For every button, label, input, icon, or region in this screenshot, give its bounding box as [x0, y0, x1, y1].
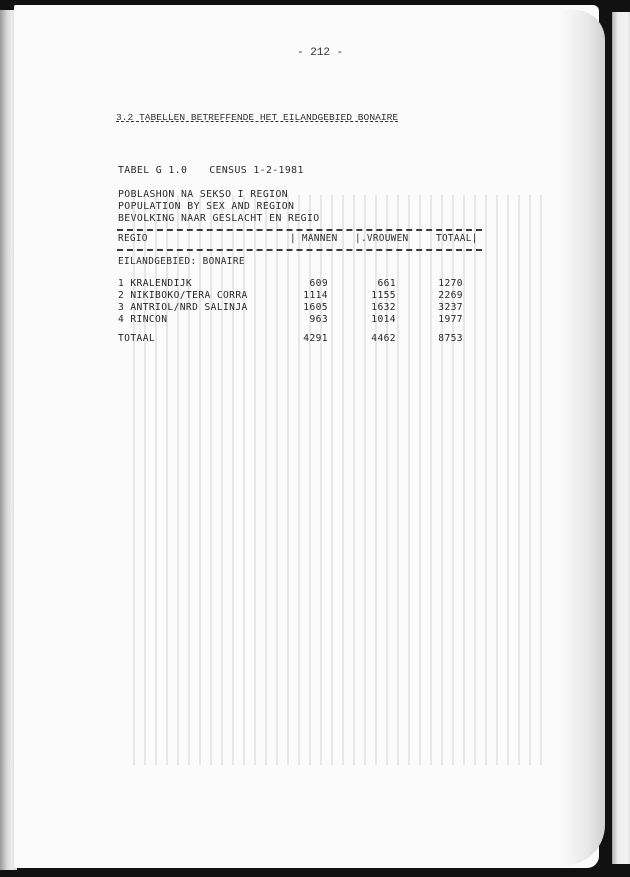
- table-row: [118, 302, 483, 314]
- document-page: [14, 5, 599, 868]
- cell-vrouwen: 1632: [371, 302, 396, 313]
- census-date: CENSUS 1-2-1981: [209, 165, 304, 176]
- row-label: 2 NIKIBOKO/TERA CORRA: [118, 290, 248, 301]
- table-top-rule: [117, 229, 482, 231]
- row-label: 3 ANTRIOL/NRD SALINJA: [118, 302, 248, 313]
- page-number: - 212 -: [297, 47, 344, 59]
- table-header-rule: [117, 249, 482, 251]
- total-vrouwen: 4462: [371, 333, 396, 344]
- row-label: 1 KRALENDIJK: [118, 278, 193, 289]
- table-total-row: [118, 333, 483, 345]
- cell-totaal: 3237: [438, 302, 463, 313]
- column-header-totaal: TOTAAL|: [436, 233, 478, 244]
- cell-mannen: 609: [309, 278, 328, 289]
- cell-totaal: 1977: [438, 314, 463, 325]
- cell-vrouwen: 1014: [371, 314, 396, 325]
- table-title: [118, 165, 304, 176]
- total-totaal: 8753: [438, 333, 463, 344]
- subtitle-dutch: BEVOLKING NAAR GESLACHT EN REGIO: [118, 213, 320, 224]
- page-curl-shadow: [560, 10, 605, 865]
- cell-totaal: 2269: [438, 290, 463, 301]
- table-subtitles: [118, 189, 320, 225]
- column-header-mannen: | MANNEN: [290, 233, 338, 244]
- total-label: TOTAAL: [118, 333, 156, 344]
- cell-totaal: 1270: [438, 278, 463, 289]
- region-label: EILANDGEBIED: BONAIRE: [118, 256, 245, 267]
- table-row: [118, 278, 483, 290]
- cell-mannen: 1605: [303, 302, 328, 313]
- cell-vrouwen: 661: [377, 278, 396, 289]
- column-header-regio: REGIO: [118, 233, 148, 244]
- section-heading: 3.2 TABELLEN BETREFFENDE HET EILANDGEBIED BONAIRE: [116, 112, 399, 123]
- cell-mannen: 963: [309, 314, 328, 325]
- column-header-vrouwen: |.VROUWEN: [355, 233, 409, 244]
- cell-vrouwen: 1155: [371, 290, 396, 301]
- total-mannen: 4291: [303, 333, 328, 344]
- table-id: TABEL G 1.0: [118, 165, 188, 176]
- subtitle-english: POPULATION BY SEX AND REGION: [118, 201, 295, 212]
- binding-edge-right: [612, 12, 630, 864]
- row-label: 4 RINCON: [118, 314, 168, 325]
- table-row: [118, 314, 483, 326]
- subtitle-papiamentu: POBLASHON NA SEKSO I REGION: [118, 189, 289, 200]
- cell-mannen: 1114: [303, 290, 328, 301]
- table-row: [118, 290, 483, 302]
